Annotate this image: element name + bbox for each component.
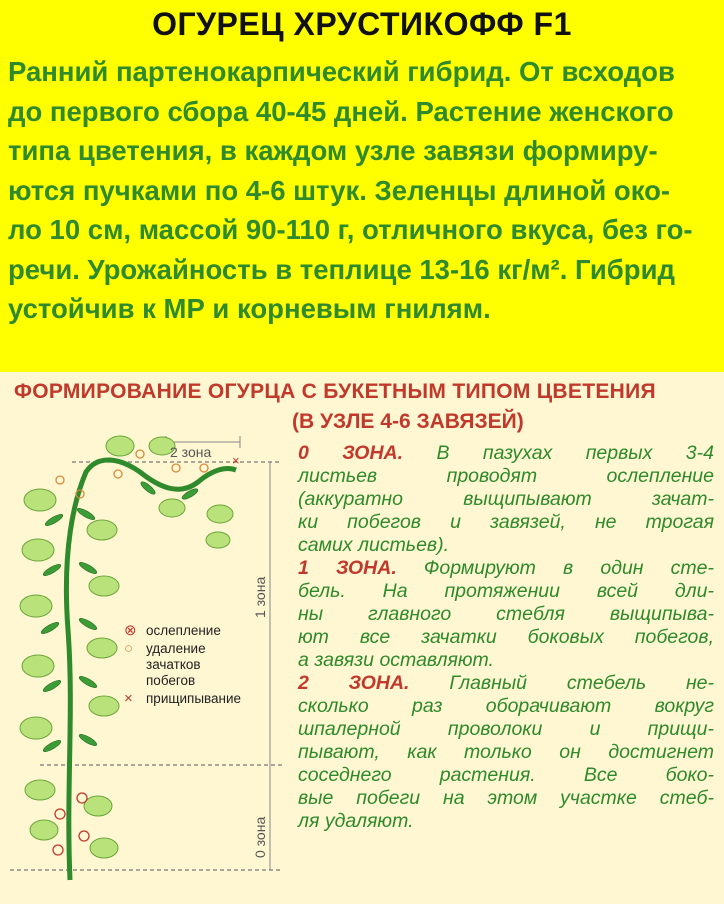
fruit xyxy=(42,738,62,753)
intro-line: типа цветения, в каждом узле завязи формиру- xyxy=(8,135,658,166)
legend-blinding: ослепление xyxy=(146,623,221,638)
fruit xyxy=(78,674,98,689)
legend xyxy=(124,623,284,709)
intro-line: речи. Урожайность в теплице 13-16 кг/м². Гибрид xyxy=(8,253,675,285)
legend-removal xyxy=(146,641,206,689)
zone1-first-text: Формируют в один сте- xyxy=(423,557,714,579)
pinching-icon: × xyxy=(124,690,133,707)
intro-line: устойчив к МР и корневым гнилям. xyxy=(8,293,491,324)
leaf xyxy=(206,532,230,548)
leaf xyxy=(84,796,112,816)
fruit xyxy=(78,560,98,575)
legend-removal-line2: зачатков xyxy=(146,657,201,672)
intro-line: ло 10 см, массой 90-110 г, отличного вкуса, без го- xyxy=(8,214,693,245)
fruit xyxy=(78,732,98,747)
blinding-icon: ⊗ xyxy=(124,622,137,639)
zone2-line: пывают, как только он достигнет xyxy=(298,741,714,763)
zone0-line: листьев проводят ослепление xyxy=(298,465,714,487)
zone2-label: 2 зона xyxy=(170,444,212,460)
zone1-line: ны главного стебля выщипыва- xyxy=(298,603,714,625)
zone0-label: 0 зона xyxy=(252,816,268,858)
fruit xyxy=(78,616,98,631)
zone0-first-text: В пазухах первых 3-4 xyxy=(436,442,714,464)
intro-line: ются пучками по 4-6 штук. Зеленцы длиной око- xyxy=(8,174,671,206)
leaf xyxy=(24,489,56,511)
zone-descriptions xyxy=(298,442,714,833)
intro-text xyxy=(8,52,714,329)
leaf xyxy=(89,576,119,596)
intro-line: до первого сбора 40-45 дней. Растение женского xyxy=(8,95,674,127)
leaf xyxy=(159,499,185,517)
leaf xyxy=(20,595,52,617)
leaf xyxy=(22,655,54,677)
legend-removal-line1: удаление xyxy=(146,641,206,656)
zone2-line: соседнего растения. Все боко- xyxy=(298,764,714,786)
section-title: ФОРМИРОВАНИЕ ОГУРЦА С БУКЕТНЫМ ТИПОМ ЦВЕТЕНИЯ xyxy=(14,380,656,403)
fruit xyxy=(40,620,60,635)
removal-icon: ○ xyxy=(124,640,134,657)
zone2-first-line xyxy=(298,672,714,695)
leaf xyxy=(87,520,117,540)
zone1-line: бель. На протяжении всей дли- xyxy=(298,580,714,602)
page-title: ОГУРЕЦ ХРУСТИКОФФ F1 xyxy=(152,6,572,42)
zone0-line: самих листьев). xyxy=(298,534,450,556)
fruit xyxy=(76,506,96,521)
leaf xyxy=(90,838,118,858)
zone2-heading: 2 ЗОНА. xyxy=(298,672,410,694)
fruit xyxy=(44,512,64,527)
zone1-label: 1 зона xyxy=(252,576,268,618)
leaf xyxy=(25,780,55,800)
zone2-line: шпалерной проволоки и прищи- xyxy=(298,718,714,740)
section-subtitle: (В УЗЛЕ 4-6 ЗАВЯЗЕЙ) xyxy=(292,410,524,433)
leaf xyxy=(30,820,58,840)
zone1-line: а завязи оставляют. xyxy=(298,649,494,671)
zone0-heading: 0 ЗОНА. xyxy=(298,442,404,464)
leaf xyxy=(20,717,52,739)
legend-removal-line3: побегов xyxy=(146,673,196,688)
fruit xyxy=(42,678,62,693)
leaf xyxy=(106,436,134,456)
leaf xyxy=(89,696,119,716)
zone2-line: ля удаляют. xyxy=(298,810,414,832)
zone2-line: вые побеги на этом участке стеб- xyxy=(298,787,714,809)
zone0-line: ки побегов и завязей, не трогая xyxy=(298,511,714,533)
leaf xyxy=(87,638,117,658)
zone1-first-line xyxy=(298,557,714,580)
pinch-mark: × xyxy=(232,453,240,468)
zone1-heading: 1 ЗОНА. xyxy=(298,557,397,579)
legend-pinching: прищипывание xyxy=(146,691,242,706)
leaf xyxy=(22,539,54,561)
zone0-first-line xyxy=(298,442,714,465)
zone0-line: (аккуратно выщипывают зачат- xyxy=(298,488,714,510)
leaf xyxy=(207,505,233,523)
zone2-first-text: Главный стебель не- xyxy=(449,672,715,694)
zone1-line: ют все зачатки боковых побегов, xyxy=(298,626,714,648)
fruit xyxy=(42,562,62,577)
intro-line: Ранний партенокарпический гибрид. От всходов xyxy=(8,56,675,87)
zone2-line: сколько раз оборачивают вокруг xyxy=(298,695,714,717)
